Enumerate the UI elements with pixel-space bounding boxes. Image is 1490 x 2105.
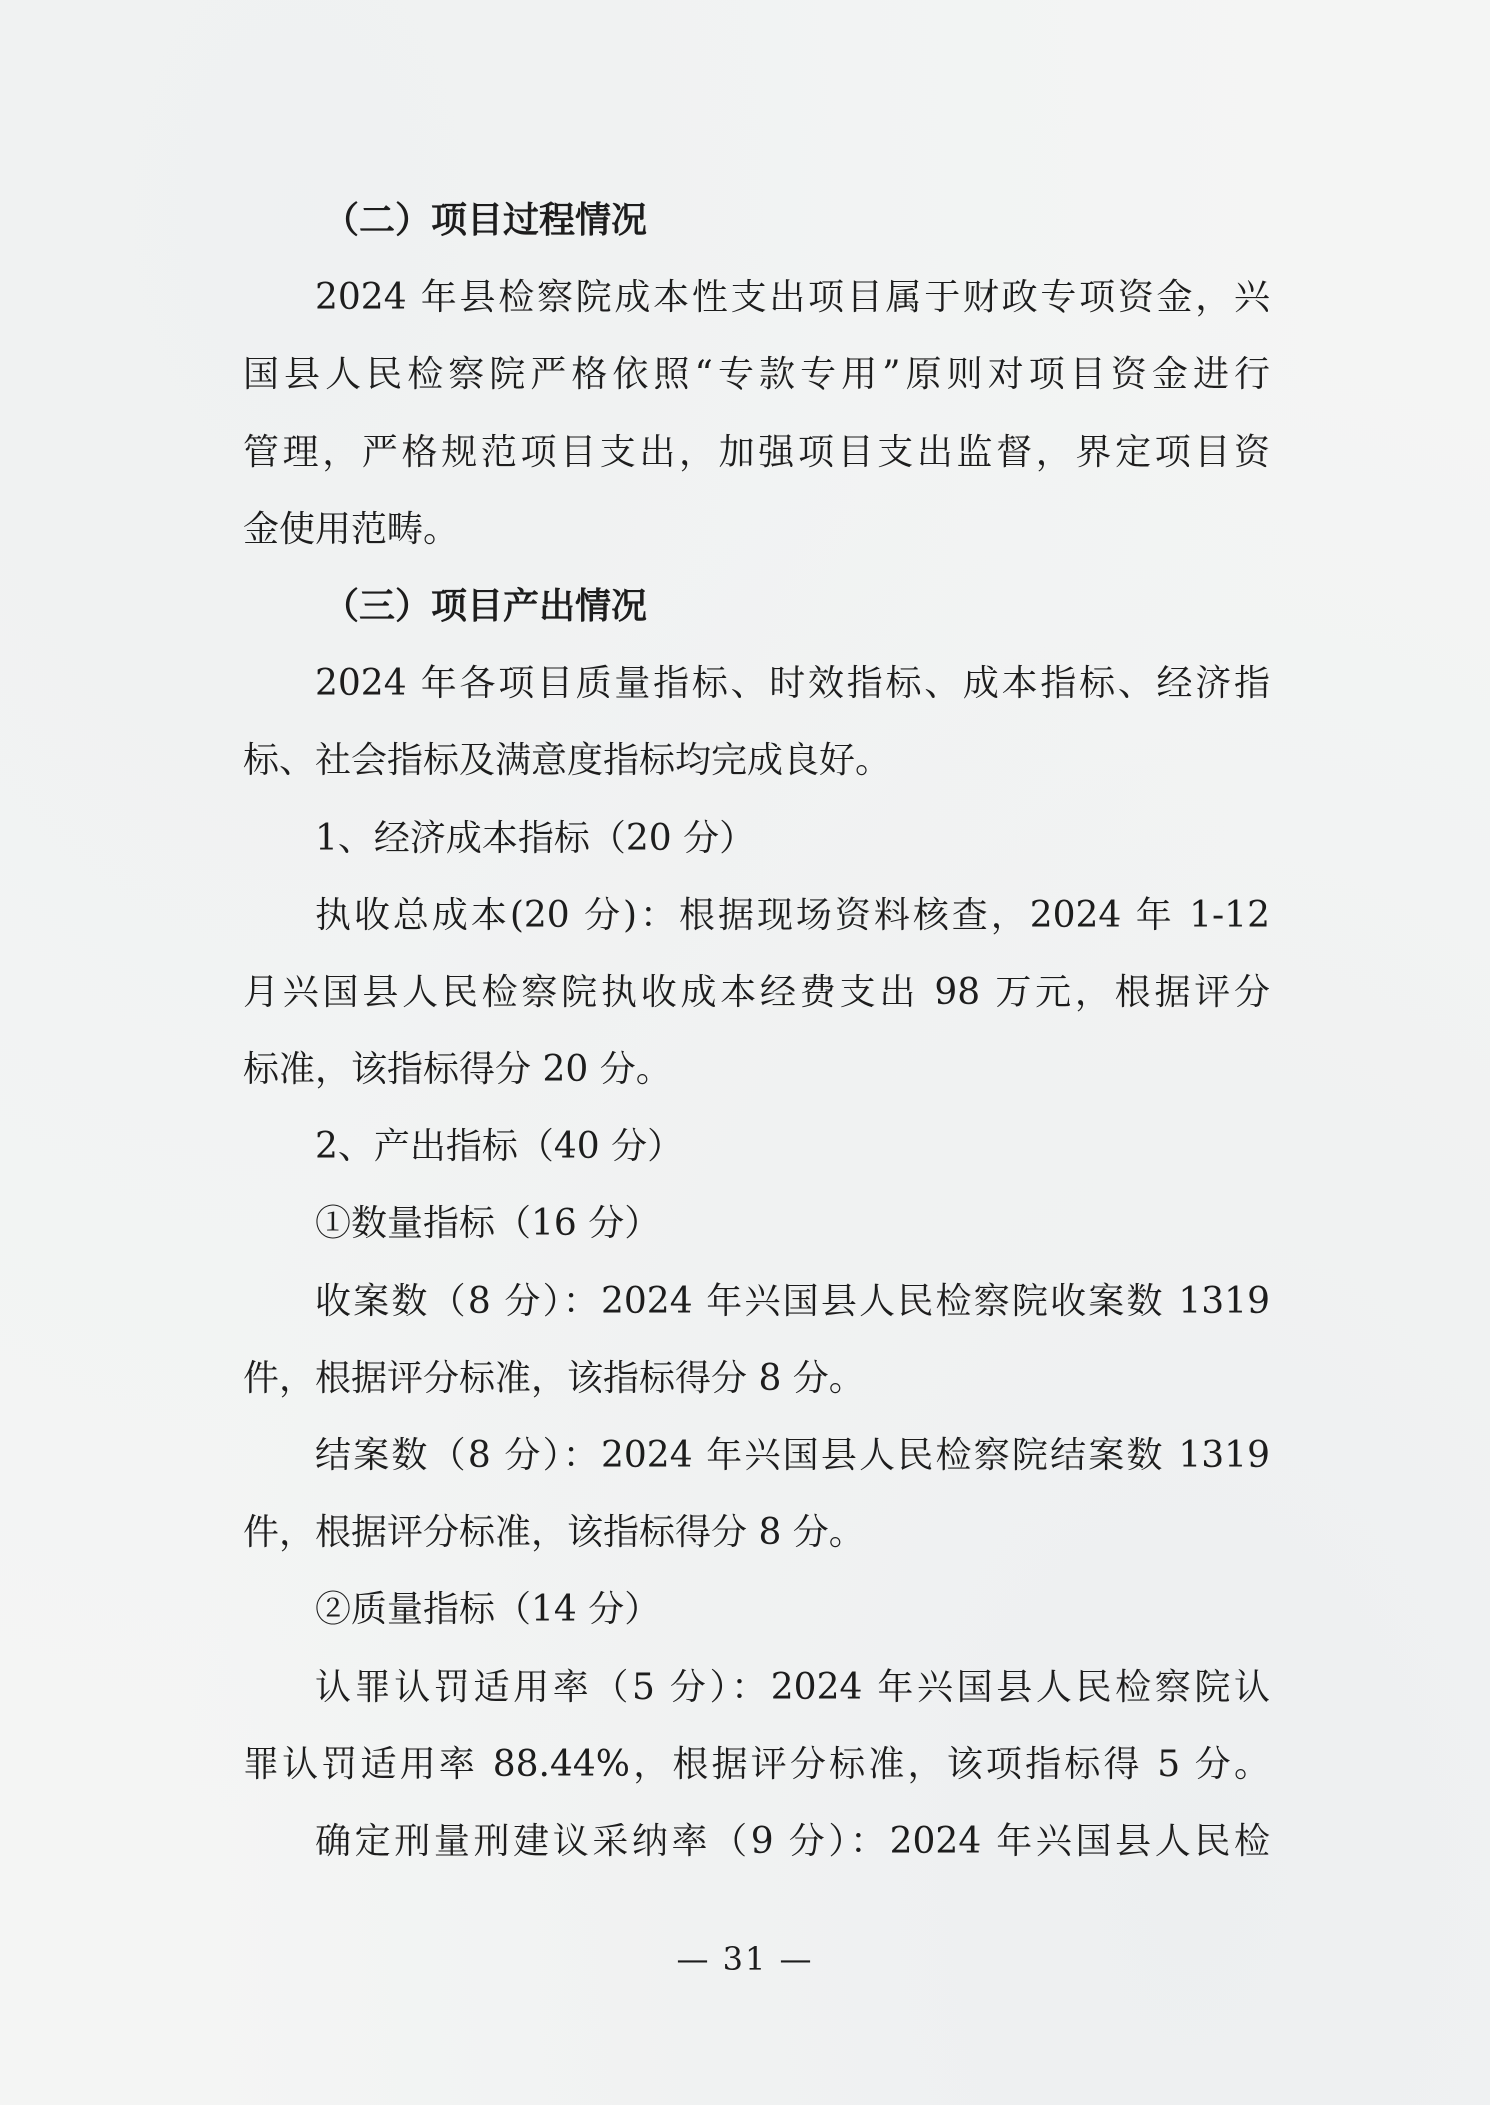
- paragraph-line: 罪认罚适用率 88.44%，根据评分标准，该项指标得 5 分。: [243, 1743, 1270, 1785]
- document-body: [243, 182, 1270, 1880]
- subheading-quantity-indicator: ①数量指标（16 分）: [315, 1203, 661, 1245]
- page-number: — 31 —: [676, 1940, 814, 1978]
- subheading-output-indicator: 2、产出指标（40 分）: [315, 1126, 684, 1168]
- paragraph-line: 2024 年县检察院成本性支出项目属于财政专项资金，兴: [315, 277, 1270, 319]
- paragraph-line: 件，根据评分标准，该指标得分 8 分。: [243, 1357, 865, 1399]
- paragraph-line: 执收总成本(20 分)：根据现场资料核查，2024 年 1-12: [315, 894, 1270, 936]
- paragraph-line: 收案数（8 分）：2024 年兴国县人民检察院收案数 1319: [315, 1280, 1270, 1322]
- paragraph-line: 金使用范畴。: [243, 508, 460, 550]
- paragraph-line: 结案数（8 分）：2024 年兴国县人民检察院结案数 1319: [315, 1435, 1270, 1476]
- section-heading-process: （二）项目过程情况: [323, 200, 648, 241]
- section-heading-output: （三）项目产出情况: [323, 585, 648, 627]
- paragraph-line: 国县人民检察院严格依照“专款专用”原则对项目资金进行: [243, 354, 1270, 396]
- paragraph-line: 确定刑量刑建议采纳率（9 分）：2024 年兴国县人民检: [315, 1820, 1270, 1862]
- subheading-quality-indicator: ②质量指标（14 分）: [315, 1589, 661, 1631]
- paragraph-line: 标准，该指标得分 20 分。: [243, 1049, 672, 1091]
- paragraph-line: 标、社会指标及满意度指标均完成良好。: [243, 740, 892, 782]
- paragraph-line: 2024 年各项目质量指标、时效指标、成本指标、经济指: [315, 663, 1270, 705]
- paragraph-line: 月兴国县人民检察院执收成本经费支出 98 万元，根据评分: [243, 971, 1270, 1013]
- paragraph-line: 管理，严格规范项目支出，加强项目支出监督，界定项目资: [243, 431, 1270, 473]
- subheading-cost-indicator: 1、经济成本指标（20 分）: [315, 817, 756, 859]
- paragraph-line: 件，根据评分标准，该指标得分 8 分。: [243, 1512, 865, 1554]
- paragraph-line: 认罪认罚适用率（5 分）：2024 年兴国县人民检察院认: [315, 1666, 1270, 1708]
